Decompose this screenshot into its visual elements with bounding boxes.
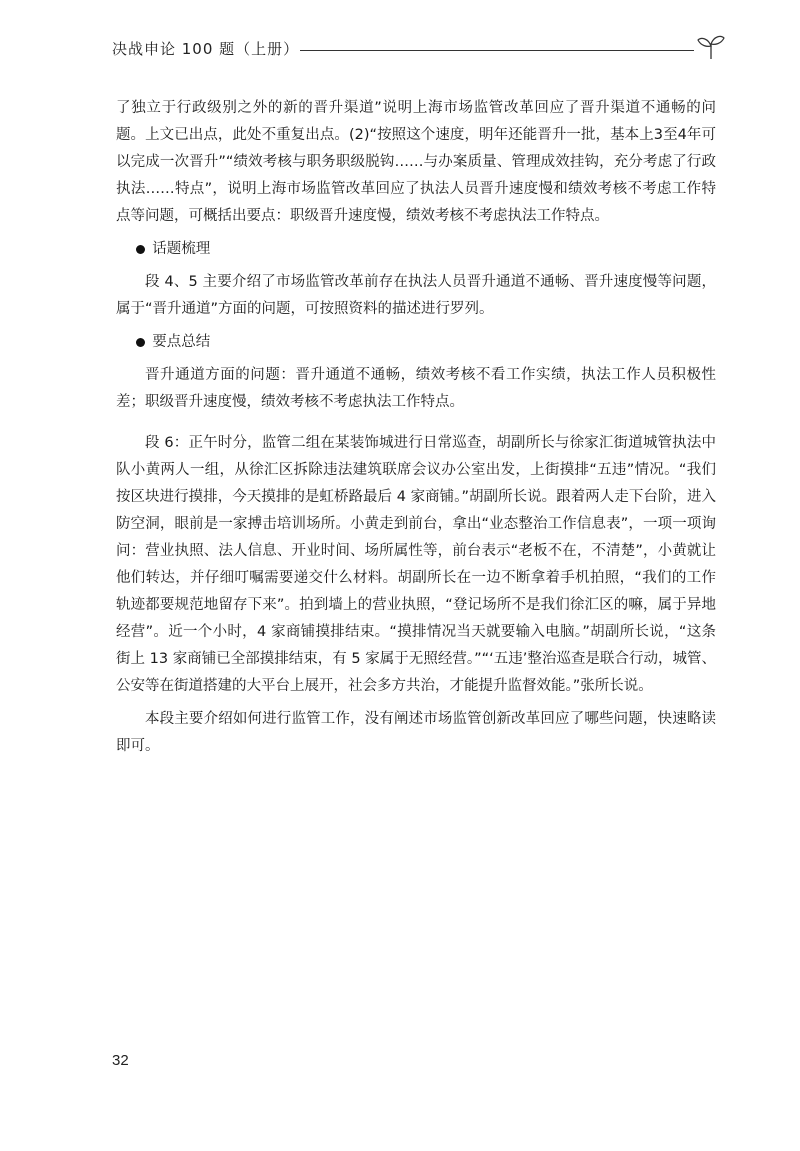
bullet-icon [136, 245, 145, 254]
section-heading-summary [116, 329, 716, 356]
paragraph-continued: 了独立于行政级别之外的新的晋升渠道”说明上海市场监管改革回应了晋升渠道不通畅的问题。上文已出点，此处不重复出点。(2)“按照这个速度，明年还能晋升一批，基本上3至4年可以完成一次晋升”“绩效考核与职务职级脱钩……与办案质量、管理成效挂钩，充分考虑了行政执法……特点”，说明上海市场监管改革回应了执法人员晋升速度慢和绩效考核不考虑工作特点等问题，可概括出要点：职级晋升速度慢，绩效考核不考虑执法工作特点。 [116, 100, 716, 224]
paragraph-summary: 晋升通道方面的问题：晋升通道不通畅，绩效考核不看工作实绩，执法工作人员积极性差；职级晋升速度慢，绩效考核不考虑执法工作特点。 [116, 367, 716, 410]
page-body [116, 95, 716, 760]
paragraph-topic: 段 4、5 主要介绍了市场监管改革前存在执法人员晋升通道不通畅、晋升速度慢等问题，属于“晋升通道”方面的问题，可按照资料的描述进行罗列。 [116, 274, 716, 317]
paragraph-analysis: 本段主要介绍如何进行监管工作，没有阐述市场监管创新改革回应了哪些问题，快速略读即可。 [116, 711, 716, 754]
paragraph-material-6: 段 6：正午时分，监管二组在某装饰城进行日常巡查，胡副所长与徐家汇街道城管执法中队小黄两人一组，从徐汇区拆除违法建筑联席会议办公室出发，上街摸排“五违”情况。“我们按区块进行摸排，今天摸排的是虹桥路最后 4 家商铺。”胡副所长说。跟着两人走下台阶，进入防空洞，眼前是一家搏击培训场所。小黄走到前台，拿出“业态整治工作信息表”，一项一项询问：营业执照、法人信息、开业时间、场所属性等，前台表示“老板不在，不清楚”，小黄就让他们转达，并仔细叮嘱需要递交什么材料。胡副所长在一边不断拿着手机拍照，“我们的工作轨迹都要规范地留存下来”。拍到墙上的营业执照，“登记场所不是我们徐汇区的嘛，属于异地经营”。近一个小时，4 家商铺摸排结束。“摸排情况当天就要输入电脑。”胡副所长说，“这条街上 13 家商铺已全部摸排结束，有 5 家属于无照经营。”“‘五违’整治巡查是联合行动，城管、公安等在街道搭建的大平台上展开，社会多方共治，才能提升监督效能。”张所长说。 [116, 435, 716, 694]
sprout-icon [696, 34, 726, 60]
header-rule [300, 50, 694, 51]
section-heading-topic [116, 236, 716, 263]
book-title: 决战申论 100 题（上册） [112, 40, 300, 58]
page-number: 32 [112, 1052, 129, 1069]
bullet-icon [136, 338, 145, 347]
section-heading-label: 话题梳理 [152, 241, 211, 257]
section-heading-label: 要点总结 [152, 334, 211, 350]
page-header [112, 34, 726, 64]
